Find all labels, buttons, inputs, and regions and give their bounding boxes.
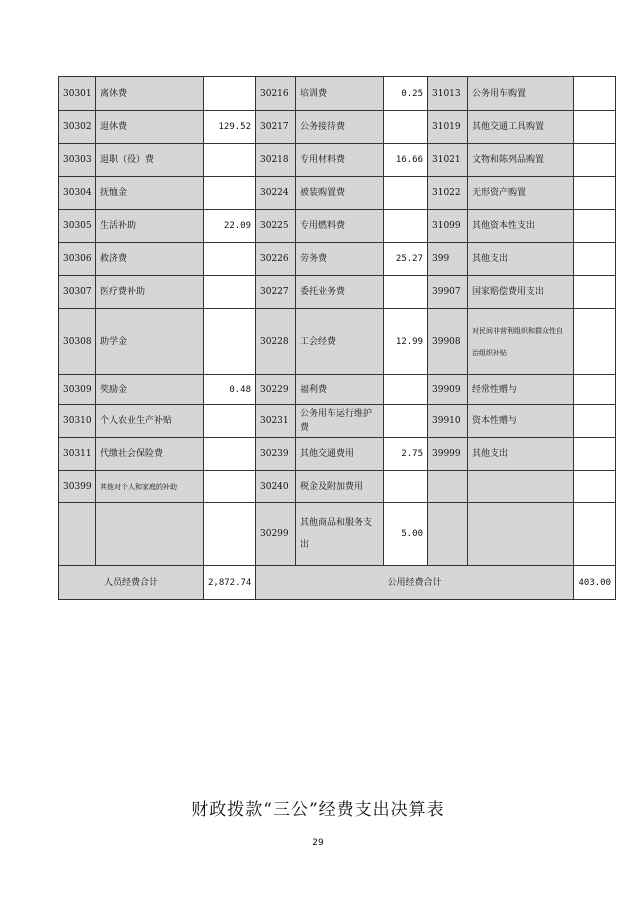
item-name-cell: 资本性赠与: [468, 405, 574, 438]
amount-cell: 2.75: [384, 438, 428, 471]
code-cell: 30224: [256, 177, 296, 210]
amount-cell: [384, 471, 428, 503]
table-row: [59, 375, 616, 405]
code-cell: 30231: [256, 405, 296, 438]
code-cell: 39908: [428, 309, 468, 375]
table-row: [59, 405, 616, 438]
code-cell: 30310: [59, 405, 96, 438]
table-row: [59, 471, 616, 503]
table-row: [59, 243, 616, 276]
amount-cell: [204, 503, 256, 566]
amount-cell: 0.25: [384, 77, 428, 111]
code-cell: 39999: [428, 438, 468, 471]
amount-cell: [574, 405, 616, 438]
expense-detail-table: [58, 76, 616, 600]
amount-cell: [204, 471, 256, 503]
amount-cell: [204, 276, 256, 309]
code-cell: 39907: [428, 276, 468, 309]
code-cell: 30399: [59, 471, 96, 503]
code-cell: 30303: [59, 144, 96, 177]
amount-cell: 22.09: [204, 210, 256, 243]
item-name-cell: 代缴社会保险费: [96, 438, 204, 471]
amount-cell: [574, 111, 616, 144]
table-row: [59, 309, 616, 375]
item-name-cell: [468, 471, 574, 503]
amount-cell: [574, 375, 616, 405]
amount-cell: [574, 503, 616, 566]
page-number: 29: [312, 838, 324, 848]
amount-cell: [384, 177, 428, 210]
item-name-cell: 福利费: [296, 375, 384, 405]
personnel-total-value: 2,872.74: [204, 566, 256, 600]
code-cell: 30305: [59, 210, 96, 243]
table-row: [59, 276, 616, 309]
item-name-cell: 退休费: [96, 111, 204, 144]
public-total-label: 公用经费合计: [256, 566, 574, 600]
code-cell: 30218: [256, 144, 296, 177]
code-cell: 31022: [428, 177, 468, 210]
item-name-cell: 个人农业生产补贴: [96, 405, 204, 438]
item-name-cell: 其他资本性支出: [468, 210, 574, 243]
item-name-cell: 劳务费: [296, 243, 384, 276]
item-name-cell: [468, 503, 574, 566]
amount-cell: 12.99: [384, 309, 428, 375]
item-name-cell: 专用材料费: [296, 144, 384, 177]
item-name-cell: 税金及附加费用: [296, 471, 384, 503]
item-name-cell: 其他商品和服务支出: [296, 503, 384, 566]
code-cell: 30217: [256, 111, 296, 144]
item-name-cell: 奖励金: [96, 375, 204, 405]
table-row: [59, 144, 616, 177]
amount-cell: [574, 77, 616, 111]
item-name-cell: 退职（役）费: [96, 144, 204, 177]
item-name-cell: 医疗费补助: [96, 276, 204, 309]
item-name-cell: 其他支出: [468, 243, 574, 276]
amount-cell: 129.52: [204, 111, 256, 144]
code-cell: 399: [428, 243, 468, 276]
amount-cell: [574, 210, 616, 243]
amount-cell: [384, 111, 428, 144]
item-name-cell: 其他对个人和家庭的补助: [96, 471, 204, 503]
amount-cell: 16.66: [384, 144, 428, 177]
code-cell: [428, 471, 468, 503]
totals-row: [59, 566, 616, 600]
amount-cell: [204, 309, 256, 375]
code-cell: 30229: [256, 375, 296, 405]
item-name-cell: 文物和陈列品购置: [468, 144, 574, 177]
code-cell: 30239: [256, 438, 296, 471]
code-cell: 30309: [59, 375, 96, 405]
item-name-cell: 生活补助: [96, 210, 204, 243]
personnel-total-label: 人员经费合计: [59, 566, 204, 600]
code-cell: 31019: [428, 111, 468, 144]
item-name-cell: 专用燃料费: [296, 210, 384, 243]
table-row: [59, 438, 616, 471]
code-cell: 30227: [256, 276, 296, 309]
code-cell: 30306: [59, 243, 96, 276]
table-row: [59, 210, 616, 243]
code-cell: 30240: [256, 471, 296, 503]
item-name-cell: 抚恤金: [96, 177, 204, 210]
amount-cell: [384, 276, 428, 309]
code-cell: [428, 503, 468, 566]
amount-cell: [384, 405, 428, 438]
amount-cell: [204, 177, 256, 210]
table-row: [59, 177, 616, 210]
amount-cell: [574, 243, 616, 276]
amount-cell: 25.27: [384, 243, 428, 276]
item-name-cell: 国家赔偿费用支出: [468, 276, 574, 309]
code-cell: 30225: [256, 210, 296, 243]
amount-cell: [204, 77, 256, 111]
code-cell: 30308: [59, 309, 96, 375]
code-cell: 30304: [59, 177, 96, 210]
item-name-cell: 工会经费: [296, 309, 384, 375]
code-cell: [59, 503, 96, 566]
table-row: [59, 77, 616, 111]
section-title: 财政拨款“三公”经费支出决算表: [191, 800, 445, 820]
code-cell: 30226: [256, 243, 296, 276]
amount-cell: [204, 438, 256, 471]
item-name-cell: 助学金: [96, 309, 204, 375]
item-name-cell: 对民间非营利组织和群众性自治组织补贴: [468, 309, 574, 375]
amount-cell: [574, 471, 616, 503]
amount-cell: [204, 243, 256, 276]
code-cell: 31021: [428, 144, 468, 177]
code-cell: 30311: [59, 438, 96, 471]
amount-cell: [574, 177, 616, 210]
code-cell: 39910: [428, 405, 468, 438]
table-row: [59, 503, 616, 566]
item-name-cell: 离休费: [96, 77, 204, 111]
item-name-cell: 其他交通工具购置: [468, 111, 574, 144]
item-name-cell: 其他交通费用: [296, 438, 384, 471]
code-cell: 30228: [256, 309, 296, 375]
code-cell: 30302: [59, 111, 96, 144]
code-cell: 30307: [59, 276, 96, 309]
code-cell: 30299: [256, 503, 296, 566]
expense-table-container: [58, 76, 616, 600]
amount-cell: 0.48: [204, 375, 256, 405]
table-row: [59, 111, 616, 144]
item-name-cell: [96, 503, 204, 566]
amount-cell: [204, 144, 256, 177]
code-cell: 31013: [428, 77, 468, 111]
amount-cell: [574, 438, 616, 471]
amount-cell: [384, 210, 428, 243]
item-name-cell: 救济费: [96, 243, 204, 276]
amount-cell: [574, 309, 616, 375]
amount-cell: [384, 375, 428, 405]
item-name-cell: 其他支出: [468, 438, 574, 471]
amount-cell: [204, 405, 256, 438]
amount-cell: [574, 276, 616, 309]
item-name-cell: 公务用车购置: [468, 77, 574, 111]
item-name-cell: 无形资产购置: [468, 177, 574, 210]
code-cell: 30216: [256, 77, 296, 111]
code-cell: 31099: [428, 210, 468, 243]
item-name-cell: 公务用车运行维护费: [296, 405, 384, 438]
item-name-cell: 委托业务费: [296, 276, 384, 309]
code-cell: 30301: [59, 77, 96, 111]
item-name-cell: 经常性赠与: [468, 375, 574, 405]
public-total-value: 403.00: [574, 566, 616, 600]
item-name-cell: 被装购置费: [296, 177, 384, 210]
item-name-cell: 公务接待费: [296, 111, 384, 144]
item-name-cell: 培训费: [296, 77, 384, 111]
amount-cell: [574, 144, 616, 177]
code-cell: 39909: [428, 375, 468, 405]
amount-cell: 5.00: [384, 503, 428, 566]
